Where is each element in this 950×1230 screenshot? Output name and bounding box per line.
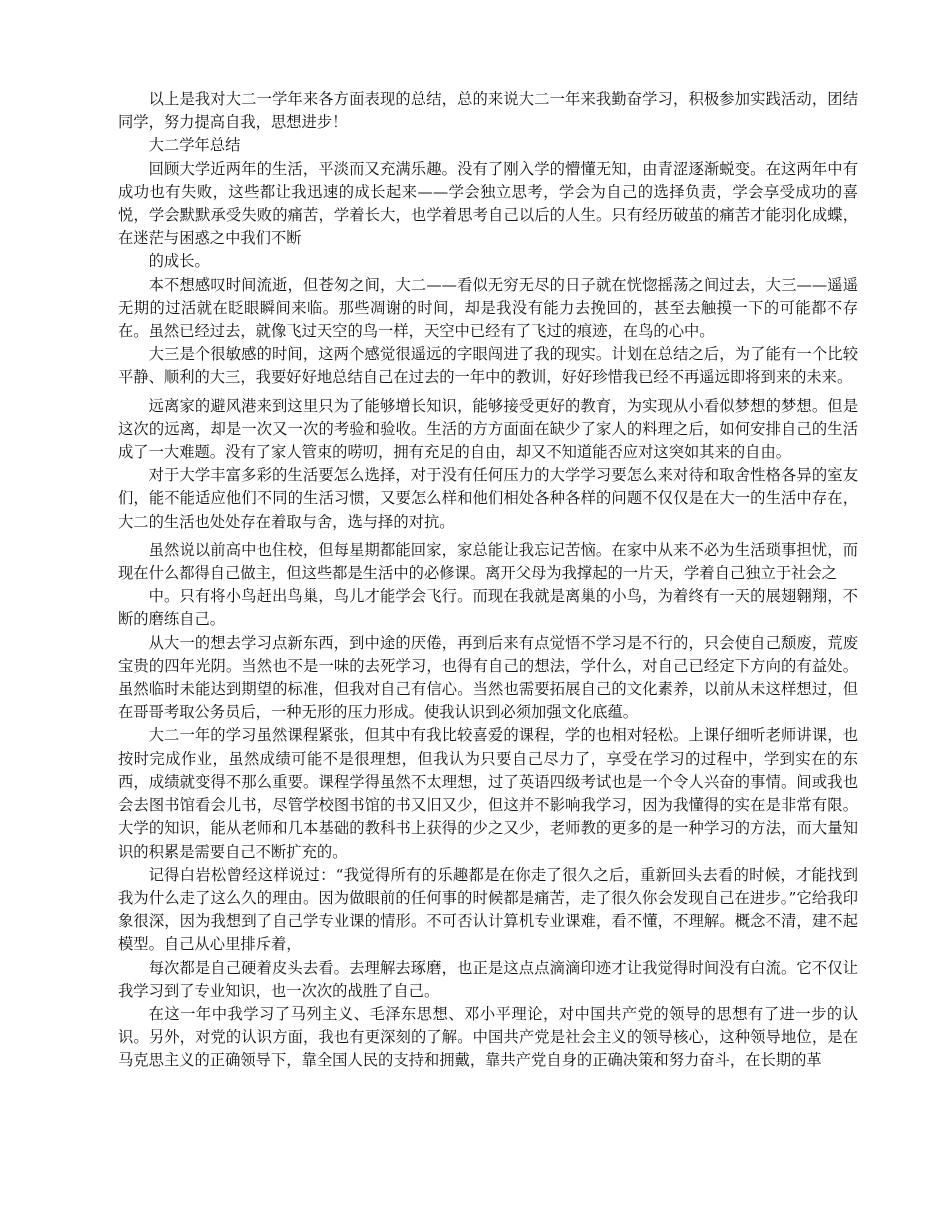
- paragraph: 的成长。: [148, 252, 210, 271]
- paragraph: 记得白岩松曾经这样说过：“我觉得所有的乐趣都是在你走了很久之后，重新回头去看的时候，才能找到我为什么走了这么久的理由。因为做眼前的任何事的时候都是痛苦，走了很久你会发现自己在进步。”它给我印象很深，因为我想到了自己学专业课的情形。不可否认计算机专业课难，看不懂，不理解。概念不清，建不起模型。自己从心里排斥着，: [118, 865, 858, 954]
- paragraph: 大三是个很敏感的时间，这两个感觉很遥远的字眼闯进了我的现实。计划在总结之后，为了能有一个比较平静、顺利的大三，我要好好地总结自己在过去的一年中的教训，好好珍惜我已经不再遥远即将到来的未来。: [118, 345, 858, 387]
- paragraph: 远离家的避风港来到这里只为了能够增长知识，能够接受更好的教育，为实现从小看似梦想的梦想。但是这次的远离，却是一次又一次的考验和验收。生活的方方面面在缺少了家人的料理之后，如何安排自己的生活成了一大难题。没有了家人管束的唠叨，拥有充足的自由，却又不知道能否应对这突如其来的自由。: [118, 396, 858, 462]
- paragraph: 对于大学丰富多彩的生活要怎么选择，对于没有任何压力的大学学习要怎么来对待和取舍性格各异的室友们，能不能适应他们不同的生活习惯，又要怎么样和他们相处各种各样的问题不仅仅是在大一的生活中存在，大二的生活也处处存在着取与舍，选与择的对抗。: [118, 466, 858, 531]
- paragraph: 本不想感叹时间流逝，但苍匆之间，大二——看似无穷无尽的日子就在恍惚摇荡之间过去，大三——遥遥无期的过活就在眨眼瞬间来临。那些凋谢的时间，却是我没有能力去挽回的，甚至去触摸一下的可能都不存在。虽然已经过去，就像飞过天空的鸟一样，天空中已经有了飞过的痕迹，在鸟的心中。: [118, 275, 858, 341]
- paragraph: 大二一年的学习虽然课程紧张，但其中有我比较喜爱的课程，学的也相对轻松。上课仔细听老师讲课，也按时完成作业，虽然成绩可能不是很理想，但我认为只要自己尽力了，享受在学习的过程中，学到实在的东西，成绩就变得不那么重要。课程学得虽然不太理想，过了英语四级考试也是一个令人兴奋的事情。间或我也会去图书馆看会儿书，尽管学校图书馆的书又旧又少，但这并不影响我学习，因为我懂得的实在是非常有限。大学的知识，能从老师和几本基础的教科书上获得的少之又少，老师教的更多的是一种学习的方法，而大量知识的积累是需要自己不断扩充的。: [118, 726, 858, 861]
- section-heading: 大二学年总结: [148, 136, 241, 155]
- paragraph: 回顾大学近两年的生活，平淡而又充满乐趣。没有了刚入学的懵懂无知，由青涩逐渐蜕变。在这两年中有成功也有失败，这些都让我迅速的成长起来——学会独立思考，学会为自己的选择负责，学会享受成功的喜悦，学会默默承受失败的痛苦，学着长大，也学着思考自己以后的人生。只有经历破茧的痛苦才能羽化成蝶，在迷茫与困惑之中我们不断: [118, 159, 858, 248]
- paragraph: 从大一的想去学习点新东西，到中途的厌倦，再到后来有点觉悟不学习是不行的，只会使自己颓废，荒废宝贵的四年光阴。当然也不是一味的去死学习，也得有自己的想法，学什么，对自己已经定下方向的有益处。虽然临时未能达到期望的标准，但我对自己有信心。当然也需要拓展自己的文化素养，以前从未这样想过，但在哥哥考取公务员后，一种无形的压力形成。使我认识到必须加强文化底蕴。: [118, 633, 858, 722]
- paragraph-summary-close: 以上是我对大二一学年来各方面表现的总结，总的来说大二一年来我勤奋学习，积极参加实践活动，团结同学，努力提高自我，思想进步！: [118, 90, 858, 132]
- paragraph: 在这一年中我学习了马列主义、毛泽东思想、邓小平理论，对中国共产党的领导的思想有了进一步的认识。另外，对党的认识方面，我也有更深刻的了解。中国共产党是社会主义的领导核心，这种领导地位，是在马克思主义的正确领导下，靠全国人民的支持和拥戴，靠共产党自身的正确决策和努力奋斗，在长期的革: [118, 1004, 858, 1070]
- paragraph: 每次都是自己硬着皮头去看。去理解去琢磨，也正是这点点滴滴印迹才让我觉得时间没有白流。它不仅让我学习到了专业知识，也一次次的战胜了自己。: [118, 958, 858, 1000]
- paragraph: 中。只有将小鸟赶出鸟巢，鸟儿才能学会飞行。而现在我就是离巢的小鸟，为着终有一天的展翅翱翔，不断的磨练自己。: [118, 587, 858, 629]
- document-body: [118, 88, 858, 1073]
- paragraph: 虽然说以前高中也住校，但每星期都能回家，家总能让我忘记苦恼。在家中从来不必为生活琐事担忧，而现在什么都得自己做主，但这些都是生活中的必修课。离开父母为我撑起的一片天，学着自己独立于社会之: [118, 540, 858, 583]
